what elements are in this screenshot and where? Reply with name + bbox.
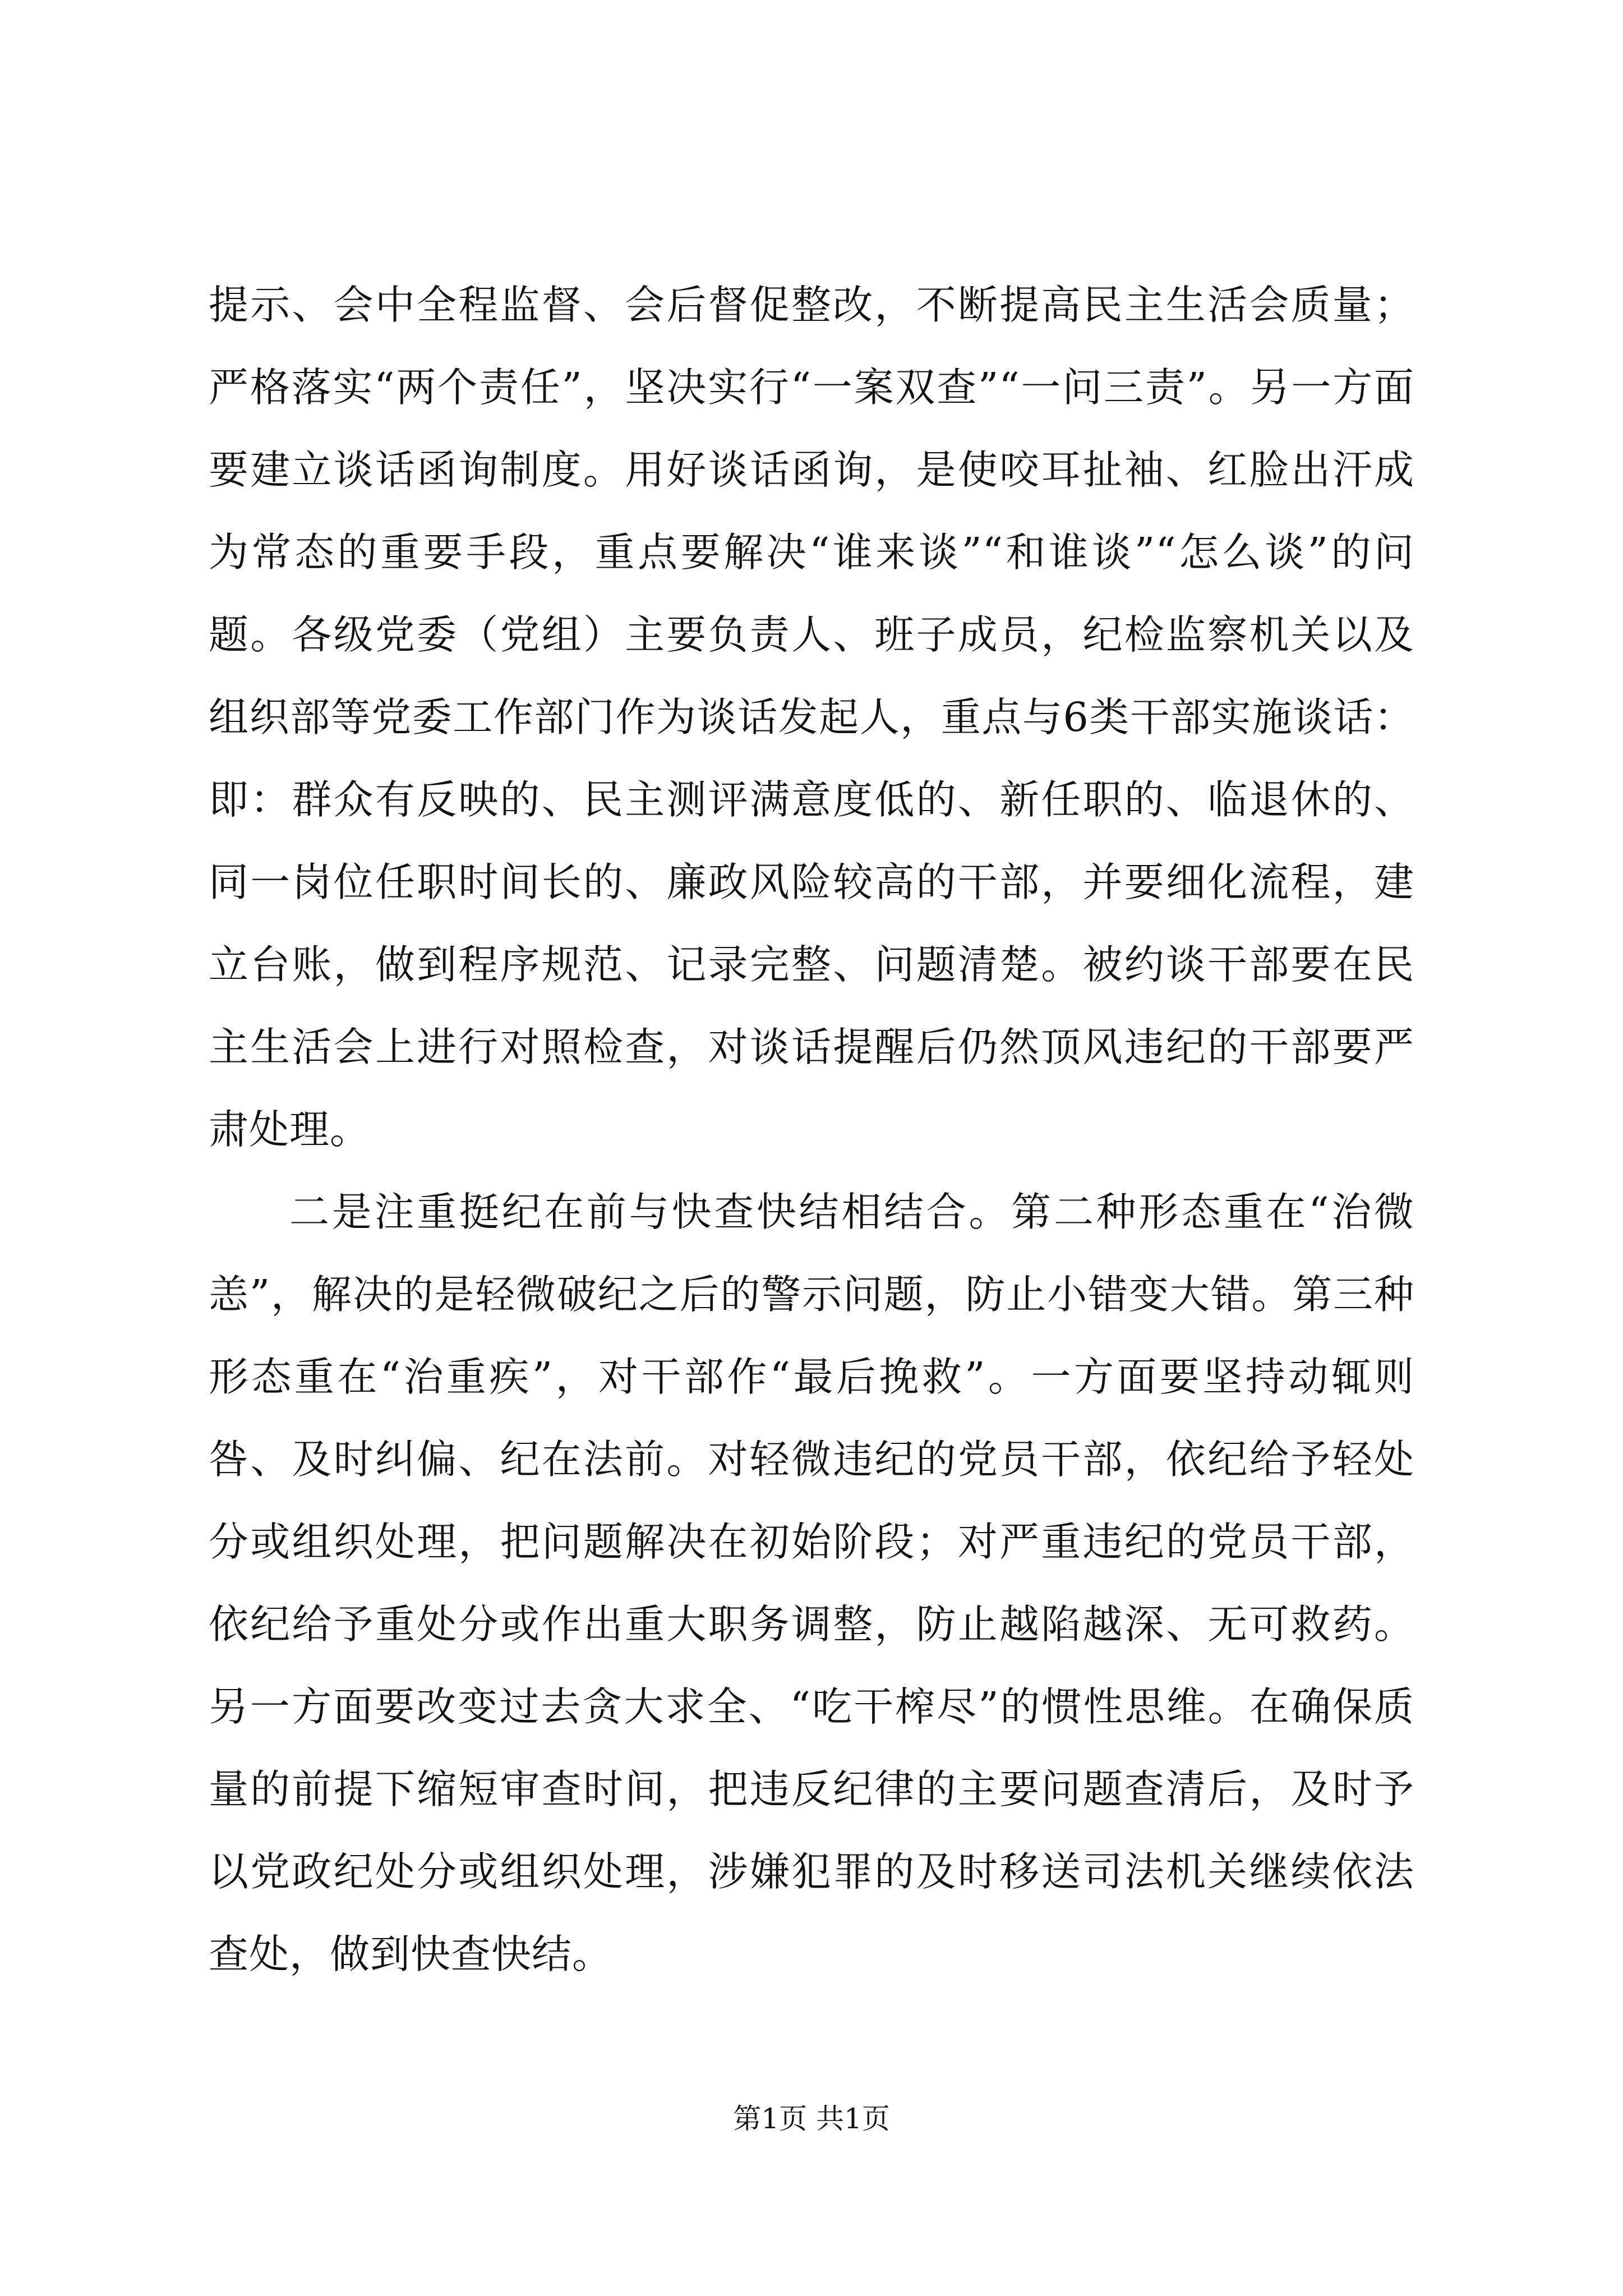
paragraph-continued: 提示、会中全程监督、会后督促整改，不断提高民主生活会质量；严格落实“两个责任”，坚决实行“一案双查”“一问三责”。另一方面要建立谈话函询制度。用好谈话函询，是使咬耳扯袖、红脸出汗成为常态的重要手段，重点要解决“谁来谈”“和谁谈”“怎么谈”的问题。各级党委（党组）主要负责人、班子成员，纪检监察机关以及组织部等党委工作部门作为谈话发起人，重点与6类干部实施谈话：即：群众有反映的、民主测评满意度低的、新任职的、临退休的、同一岗位任职时间长的、廉政风险较高的干部，并要细化流程，建立台账，做到程序规范、记录完整、问题清楚。被约谈干部要在民主生活会上进行对照检查，对谈话提醒后仍然顶风违纪的干部要严肃处理。 bbox=[209, 282, 1414, 1153]
page-footer: 第1页 共1页 bbox=[733, 2102, 890, 2135]
paragraph-second: 二是注重挺纪在前与快查快结相结合。第二种形态重在“治微恙”，解决的是轻微破纪之后的警示问题，防止小错变大错。第三种形态重在“治重疾”，对干部作“最后挽救”。一方面要坚持动辄则咎、及时纠偏、纪在法前。对轻微违纪的党员干部，依纪给予轻处分或组织处理，把问题解决在初始阶段；对严重违纪的党员干部，依纪给予重处分或作出重大职务调整，防止越陷越深、无可救药。另一方面要改变过去贪大求全、“吃干榨尽”的惯性思维。在确保质量的前提下缩短审查时间，把违反纪律的主要问题查清后，及时予以党政纪处分或组织处理，涉嫌犯罪的及时移送司法机关继续依法查处，做到快查快结。 bbox=[209, 1189, 1414, 1977]
document-body bbox=[209, 264, 1414, 1995]
